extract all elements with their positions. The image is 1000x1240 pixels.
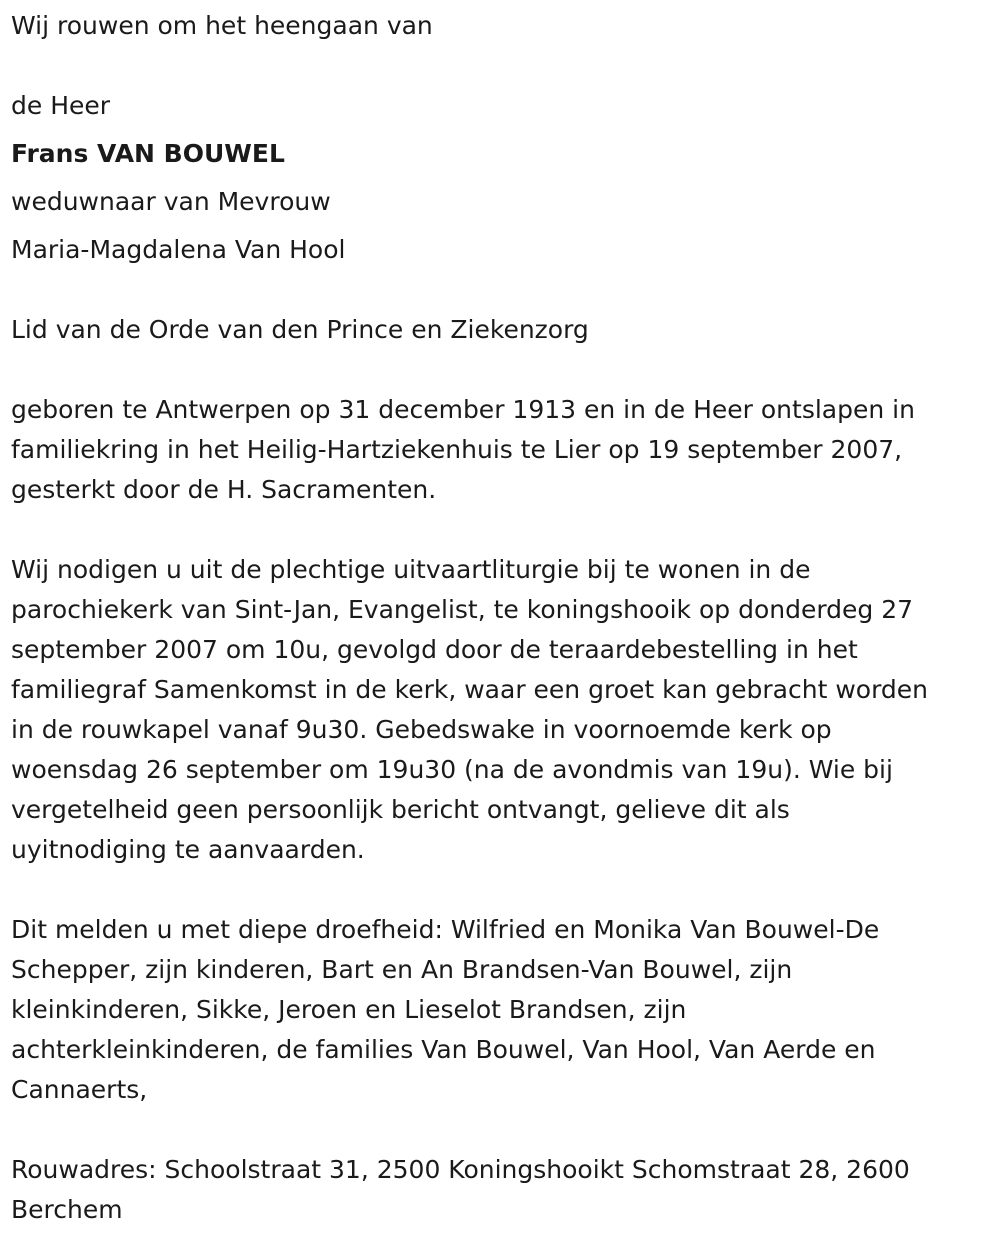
paragraph-line: Dit melden u met diepe droefheid: Wilfried en Monika Van Bouwel-De — [11, 915, 880, 944]
paragraph-line: Berchem — [11, 1195, 123, 1224]
paragraph-line: familiekring in het Heilig-Hartziekenhuis te Lier op 19 september 2007, — [11, 435, 903, 464]
paragraph-line: geboren te Antwerpen op 31 december 1913 en in de Heer ontslapen in — [11, 395, 915, 424]
family-paragraph — [11, 910, 996, 1110]
deceased-name: Frans VAN BOUWEL — [11, 139, 285, 168]
address-paragraph — [11, 1150, 996, 1230]
paragraph-line: familiegraf Samenkomst in de kerk, waar een groet kan gebracht worden — [11, 675, 929, 704]
birth-death-paragraph — [11, 390, 996, 510]
invitation-paragraph — [11, 550, 996, 870]
paragraph-line: Wij nodigen u uit de plechtige uitvaartliturgie bij te wonen in de — [11, 555, 811, 584]
paragraph-line: september 2007 om 10u, gevolgd door de teraardebestelling in het — [11, 635, 858, 664]
paragraph-line: achterkleinkinderen, de families Van Bouwel, Van Hool, Van Aerde en — [11, 1035, 876, 1064]
paragraph-line: in de rouwkapel vanaf 9u30. Gebedswake in voornoemde kerk op — [11, 715, 832, 744]
spouse-name: Maria-Magdalena Van Hool — [11, 235, 346, 264]
paragraph-line: gesterkt door de H. Sacramenten. — [11, 475, 437, 504]
paragraph-line: uyitnodiging te aanvaarden. — [11, 835, 365, 864]
paragraph-line: woensdag 26 september om 19u30 (na de avondmis van 19u). Wie bij — [11, 755, 893, 784]
salutation: de Heer — [11, 91, 111, 120]
paragraph-line: Rouwadres: Schoolstraat 31, 2500 Koningshooikt Schomstraat 28, 2600 — [11, 1155, 910, 1184]
membership-text: Lid van de Orde van den Prince en Ziekenzorg — [11, 315, 589, 344]
obituary-notice — [11, 6, 996, 1230]
paragraph-line: kleinkinderen, Sikke, Jeroen en Lieselot Brandsen, zijn — [11, 995, 687, 1024]
paragraph-line: parochiekerk van Sint-Jan, Evangelist, te koningshooik op donderdeg 27 — [11, 595, 914, 624]
paragraph-line: Cannaerts, — [11, 1075, 148, 1104]
relation-text: weduwnaar van Mevrouw — [11, 187, 331, 216]
intro-text: Wij rouwen om het heengaan van — [11, 11, 433, 40]
paragraph-line: Schepper, zijn kinderen, Bart en An Brandsen-Van Bouwel, zijn — [11, 955, 793, 984]
paragraph-line: vergetelheid geen persoonlijk bericht ontvangt, gelieve dit als — [11, 795, 790, 824]
